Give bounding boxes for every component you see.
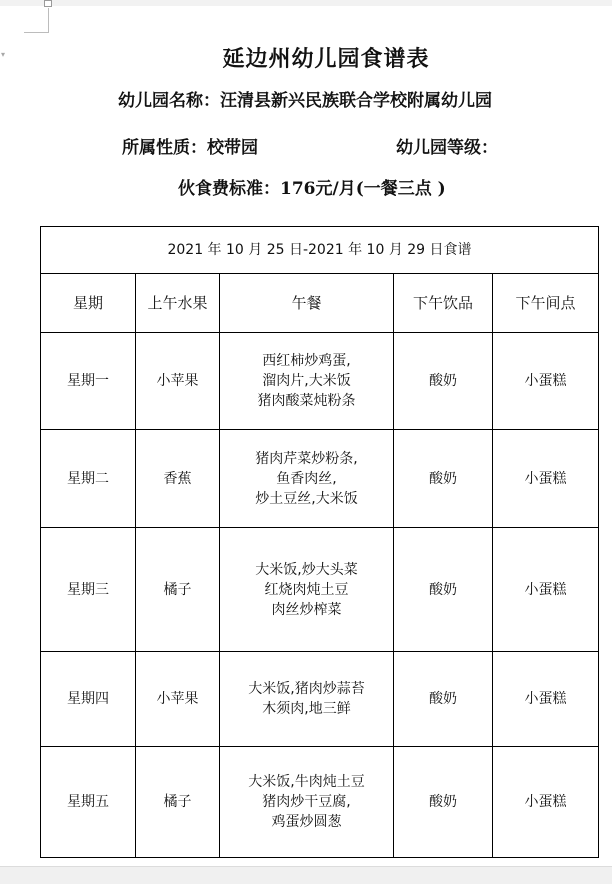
- lunch-line: 红烧肉炖土豆: [264, 581, 349, 598]
- table-row: [41, 747, 599, 858]
- lunch-line: 溜肉片,大米饭: [262, 373, 351, 389]
- day-cell: 星期四: [41, 652, 136, 747]
- day-cell: 星期三: [41, 528, 136, 652]
- fruit-cell: 橘子: [136, 747, 220, 858]
- lunch-line: 鱼香肉丝,: [276, 470, 337, 487]
- day-cell: 星期二: [41, 430, 136, 528]
- snack-cell: 小蛋糕: [493, 528, 599, 652]
- lunch-line: 大米饭,炒大头菜: [255, 561, 358, 578]
- kindergarten-nature: 所属性质：校带园: [122, 138, 258, 158]
- drink-cell: 酸奶: [394, 430, 493, 528]
- drink-cell: 酸奶: [394, 333, 493, 430]
- menu-period-row: [41, 227, 599, 274]
- header-lunch: 午餐: [220, 274, 394, 333]
- fruit-cell: 小苹果: [136, 333, 220, 430]
- drink-cell: 酸奶: [394, 652, 493, 747]
- day-cell: 星期五: [41, 747, 136, 858]
- header-afternoon-snack: 下午间点: [493, 274, 599, 333]
- table-row: [41, 528, 599, 652]
- lunch-line: 肉丝炒榨菜: [271, 601, 342, 618]
- lunch-line: 木须肉,地三鲜: [262, 701, 351, 717]
- lunch-line: 大米饭,牛肉炖土豆: [248, 774, 365, 790]
- kindergarten-level: 幼儿园等级：: [396, 138, 498, 158]
- weekly-menu-table: [40, 226, 599, 858]
- top-ruler-strip: [0, 0, 612, 6]
- lunch-cell: [220, 333, 394, 430]
- lunch-line: 大米饭,猪肉炒蒜苔: [248, 681, 365, 697]
- drink-cell: 酸奶: [394, 528, 493, 652]
- snack-cell: 小蛋糕: [493, 430, 599, 528]
- table-row: [41, 430, 599, 528]
- fruit-cell: 小苹果: [136, 652, 220, 747]
- fruit-cell: 香蕉: [136, 430, 220, 528]
- table-row: [41, 333, 599, 430]
- day-cell: 星期一: [41, 333, 136, 430]
- lunch-line: 猪肉炒干豆腐,: [262, 794, 351, 810]
- snack-cell: 小蛋糕: [493, 333, 599, 430]
- document-title: 延边州幼儿园食谱表: [222, 46, 430, 72]
- lunch-cell: [220, 528, 394, 652]
- lunch-cell: [220, 430, 394, 528]
- page-corner-marker: [24, 8, 49, 33]
- menu-header-row: [41, 274, 599, 333]
- lunch-line: 鸡蛋炒圆葱: [271, 814, 342, 830]
- snack-cell: 小蛋糕: [493, 652, 599, 747]
- fruit-cell: 橘子: [136, 528, 220, 652]
- menu-period: 2021 年 10 月 25 日-2021 年 10 月 29 日食谱: [41, 227, 599, 274]
- left-margin-arrow-icon: ▾: [1, 50, 6, 59]
- lunch-cell: [220, 652, 394, 747]
- lunch-line: 猪肉芹菜炒粉条,: [255, 450, 358, 467]
- lunch-line: 猪肉酸菜炖粉条: [257, 393, 356, 409]
- kindergarten-name: 幼儿园名称：汪清县新兴民族联合学校附属幼儿园: [118, 91, 492, 111]
- lunch-line: 炒土豆丝,大米饭: [255, 490, 358, 507]
- snack-cell: 小蛋糕: [493, 747, 599, 858]
- header-afternoon-drink: 下午饮品: [394, 274, 493, 333]
- lunch-cell: [220, 747, 394, 858]
- meal-fee-standard: 伙食费标准：176元/月(一餐三点 ): [178, 179, 446, 199]
- page-handle-icon[interactable]: [44, 0, 52, 7]
- header-morning-fruit: 上午水果: [136, 274, 220, 333]
- lunch-line: 西红柿炒鸡蛋,: [262, 353, 351, 369]
- header-day: 星期: [41, 274, 136, 333]
- drink-cell: 酸奶: [394, 747, 493, 858]
- table-row: [41, 652, 599, 747]
- bottom-status-strip: [0, 866, 612, 884]
